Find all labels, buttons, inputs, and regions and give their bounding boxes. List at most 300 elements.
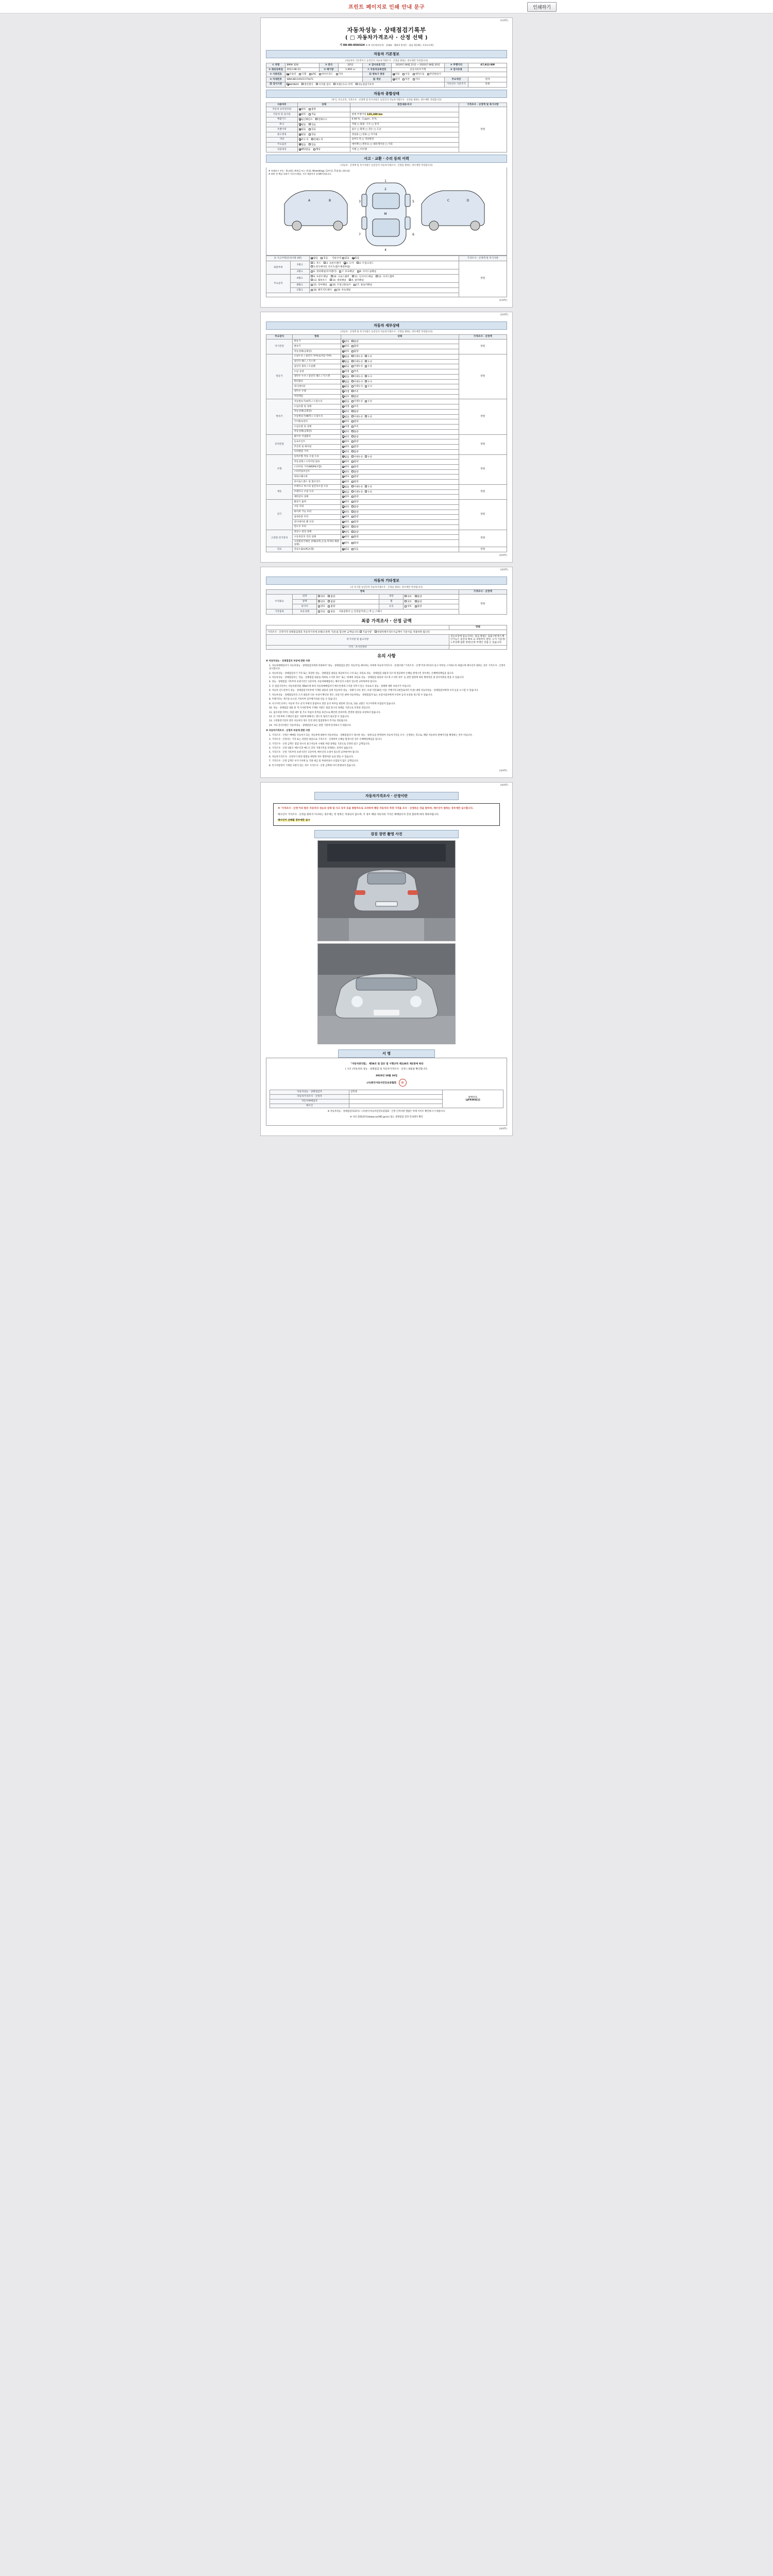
crash-label: ⑭ 사고이력(유의사항 4번) [266,256,310,261]
table-row [266,72,507,77]
checkbox-detail-2-1-0[interactable] [342,405,349,409]
checkbox-detail-1-6-0[interactable] [342,385,349,388]
checkbox-detail-2-0-2[interactable] [365,400,372,403]
detail-opts-4-1[interactable] [341,460,459,465]
checkbox-wheel-good[interactable] [405,600,412,604]
crash-state[interactable] [310,256,459,261]
detail-opts-3-1[interactable] [341,439,459,445]
detail-opts-1-3[interactable] [341,369,459,375]
checkbox-frame-9[interactable] [311,275,328,279]
checkbox-detail-6-1-1[interactable] [351,505,359,509]
checkbox-fuel-0[interactable] [287,73,296,76]
frame-rank-c: C랭크 [290,288,309,293]
checkbox-detail-7-1-1[interactable] [351,535,359,539]
checkbox-detail-7-2-0[interactable] [342,541,349,545]
checkbox-frame-19[interactable] [334,289,351,292]
checkbox-fuel-1[interactable] [299,73,306,76]
checkbox-detail-5-1-1[interactable] [351,490,363,494]
col-detail: 점검내용/비고 [350,103,459,107]
checkbox-detail-1-3-1[interactable] [351,370,359,374]
field-label-plate: ⑦ 자동차등록번호 [362,67,391,72]
checkbox-label: 7. 루프패널 [342,270,355,274]
checkbox-detail-3-0-1[interactable] [351,435,359,439]
detail-opts-8-0[interactable] [341,547,459,552]
field-value-fuel[interactable] [285,72,362,77]
row-state-special[interactable] [297,127,350,132]
row-state-regcert[interactable] [297,112,350,117]
checkbox-basic-no[interactable] [328,610,335,614]
checkbox-trans-2[interactable] [413,73,425,76]
etc-row-0-opts[interactable] [317,594,379,599]
checkbox-tuning-yes[interactable] [309,123,316,127]
checkbox-std-4[interactable] [356,83,374,87]
detail-group-label-8: 연료 [266,547,293,552]
detail-opts-2-1[interactable] [341,404,459,410]
row-label-emission: 배출가스 [266,117,298,122]
row-detail-tuning [350,122,459,127]
checkbox-detail-2-1-1[interactable] [351,405,359,409]
detail-opts-6-2[interactable] [341,510,459,515]
checkbox-simple-none[interactable] [342,257,349,260]
checkbox-detail-0-1-1[interactable] [351,345,359,348]
checkbox-detail-0-0-1[interactable] [351,340,359,344]
checkbox-detail-6-4-1[interactable] [351,520,359,524]
frame-rank-a-items[interactable] [310,274,459,282]
checkbox-options-yes[interactable] [309,143,316,147]
checkbox-trans-0[interactable] [393,73,400,76]
final-note-row-1[interactable] [266,630,507,635]
etc-basic-row-opts[interactable] [317,609,459,615]
checkbox-detail-3-2-1[interactable] [351,445,359,449]
checkbox-std-3[interactable] [333,83,352,87]
detail-opts-1-1[interactable] [341,359,459,364]
checkbox-detail-1-0-1[interactable] [351,355,363,359]
checkbox-glass-good[interactable] [405,605,412,608]
checkbox-detail-2-2-0[interactable] [342,410,349,414]
detail-opts-1-7[interactable] [341,389,459,394]
row-state-tuning[interactable] [297,122,350,127]
detail-opts-7-2[interactable] [341,540,459,547]
checkbox-polish-bad[interactable] [328,600,335,604]
checkbox-plate-bad[interactable] [309,108,316,111]
checkbox-detail-1-1-1[interactable] [351,360,363,364]
checkbox-fuel-2[interactable] [309,73,316,76]
detail-opts-7-0[interactable] [341,530,459,535]
checkbox-detail-6-3-0[interactable] [342,515,349,519]
checkbox-detail-1-1-0[interactable] [342,360,349,364]
checkbox-fuel-4[interactable] [336,73,343,76]
checkbox-std-0[interactable] [287,83,298,87]
checkbox-detail-4-5-1[interactable] [351,480,359,484]
checkbox-detail-4-4-0[interactable] [342,475,349,479]
checkbox-label: 양호 [344,516,349,519]
detail-opts-1-4[interactable] [341,374,459,379]
checkbox-color-2[interactable] [413,78,420,81]
checkbox-label: 누유 [367,365,373,368]
detail-opts-1-5[interactable] [341,379,459,384]
row-detail-special: 침수 □ 화재 □ 전손 □ 도난 [350,127,459,132]
checkbox-emission-co[interactable] [299,118,313,122]
frame-rank-c-items[interactable] [310,288,459,293]
checkbox-detail-4-2-0[interactable] [342,465,349,469]
checkbox-emission-hc[interactable] [315,118,327,122]
checkbox-label: 불량 [354,410,359,413]
row-label-regcert: 자동차 및 검사증 [266,112,298,117]
checkbox-detail-3-1-1[interactable] [351,440,359,444]
row-state-paint[interactable] [297,137,350,142]
frame-rank-b-items[interactable] [310,283,459,288]
checkbox-detail-4-4-1[interactable] [351,475,359,479]
page-title [266,26,507,41]
row-state-plate[interactable] [297,107,350,112]
checkbox-simple-yes[interactable] [352,257,359,260]
checkbox-wheel-bad[interactable] [415,600,422,604]
checkbox-label: 없음 [344,365,349,368]
row-detail-regcert [350,112,459,117]
checkbox-detail-2-3-0[interactable] [342,415,349,419]
checkbox-detail-0-2-0[interactable] [342,350,349,353]
checkbox-basic-yes[interactable] [318,610,325,614]
sign-row-1-value[interactable] [349,1095,443,1099]
checkbox-detail-6-0-0[interactable] [342,500,349,504]
checkbox-crash-yes[interactable] [321,257,328,260]
checkbox-label: 불량 [354,542,359,545]
checkbox-detail-0-1-0[interactable] [342,345,349,348]
checkbox-paint-full[interactable] [311,138,323,142]
checkbox-detail-5-1-2[interactable] [365,490,372,494]
checkbox-label: 미세누수 [354,380,363,383]
detail-opts-5-1[interactable] [341,489,459,495]
checkbox-recall-none[interactable] [299,148,311,151]
checkbox-detail-6-1-0[interactable] [342,505,349,509]
detail-opts-6-4[interactable] [341,520,459,525]
checkbox-detail-0-0-0[interactable] [342,340,349,344]
checkbox-label: 불량 [330,605,335,608]
checkbox-detail-1-2-1[interactable] [351,365,363,368]
detail-opts-2-6[interactable] [341,429,459,434]
checkbox-frame-13[interactable] [311,279,327,282]
checkbox-detail-1-8-1[interactable] [351,395,359,399]
checkbox-interior-bad[interactable] [415,595,422,599]
row-state-recall[interactable] [297,147,350,152]
field-value-std[interactable] [285,82,444,87]
checkbox-color-0[interactable] [393,78,400,81]
checkbox-detail-5-2-0[interactable] [342,495,349,499]
table-header-row [266,103,507,107]
detail-opts-4-2[interactable] [341,465,459,470]
detail-item-2-0: 자동변속기(A/T) / 오일누유 [293,399,341,404]
checkbox-detail-1-8-0[interactable] [342,395,349,399]
checkbox-detail-4-0-1[interactable] [351,455,363,459]
checkbox-std-1[interactable] [301,83,313,87]
checkbox-fuel-3[interactable] [319,73,333,76]
checkbox-outer-8[interactable] [357,270,376,274]
checkbox-detail-2-2-1[interactable] [351,410,359,414]
checkbox-label: 불량 [354,440,359,444]
etc-row-0-opts2[interactable] [404,594,459,599]
checkbox-frame-11[interactable] [352,275,373,279]
checkbox-detail-8-0-1[interactable] [351,548,359,551]
caution-item: 6. 자동차가격조사 · 산정자가 관련 법령을 위반한 경우 행정처분 등을 받을 수 있습니다. [269,755,354,758]
checkbox-detail-7-2-1[interactable] [351,541,359,545]
checkbox-label: 미세누수 [354,375,363,378]
detail-opts-2-3[interactable] [341,414,459,419]
checkbox-frame-10[interactable] [331,275,349,279]
checkbox-detail-6-3-1[interactable] [351,515,359,519]
checkbox-frame-15[interactable] [311,283,327,287]
row-state-emission[interactable] [297,117,350,122]
checkbox-frame-18[interactable] [311,289,331,292]
checkbox-special-yes[interactable] [309,128,316,131]
detail-opts-5-0[interactable] [341,484,459,489]
checkbox-label: 불량 [354,536,359,539]
checkbox-detail-5-0-1[interactable] [351,485,363,489]
checkbox-detail-1-7-0[interactable] [342,390,349,394]
col-etc-item: 항목 [266,590,459,595]
checkbox-detail-1-3-0[interactable] [342,370,349,374]
checkbox-detail-6-5-0[interactable] [342,526,349,529]
checkbox-tuning-none[interactable] [299,123,306,127]
checkbox-label: 디지털 검사 [318,83,331,86]
checkbox-regcert-good[interactable] [299,113,306,116]
accident-price-value: 만원 [459,261,507,297]
detail-opts-2-2[interactable] [341,409,459,414]
checkbox-tire-good[interactable] [318,605,325,608]
checkbox-detail-1-4-2[interactable] [365,375,372,379]
checkbox-detail-6-4-0[interactable] [342,520,349,524]
checkbox-special-none[interactable] [299,128,306,131]
checkbox-detail-1-4-1[interactable] [351,375,363,379]
checkbox-detail-8-0-0[interactable] [342,548,349,551]
checkbox-outer-6[interactable] [311,270,337,274]
checkbox-detail-6-2-1[interactable] [351,511,359,514]
checkbox-usechange-none[interactable] [299,133,306,137]
etc-row-2-opts2[interactable] [404,604,459,609]
detail-opts-6-0[interactable] [341,500,459,505]
checkbox-detail-1-1-2[interactable] [365,360,372,364]
checkbox-frame-14[interactable] [330,279,346,282]
checkbox-frame-a[interactable] [349,279,364,282]
checkbox-options-none[interactable] [299,143,306,147]
checkbox-recall-yes[interactable] [313,148,321,151]
checkbox-outer-7[interactable] [339,270,354,274]
detail-item-2-5: 오일유량 및 상태 [293,425,341,430]
field-label-std: ⑬ 검사기준 [266,82,285,87]
checkbox-detail-4-3-0[interactable] [342,470,349,474]
sign-row-3-value[interactable] [349,1104,443,1108]
detail-opts-0-2[interactable] [341,349,459,354]
print-button[interactable]: 인쇄하기 [527,2,557,12]
checkbox-detail-5-2-1[interactable] [351,495,359,499]
checkbox-label: 양호 [301,108,306,111]
etc-basic-label: 기본품목 [266,609,293,615]
checkbox-final-2[interactable] [375,631,430,634]
checkbox-detail-2-5-1[interactable] [351,425,359,429]
checkbox-detail-7-0-0[interactable] [342,531,349,534]
sign-row-2-value[interactable] [349,1099,443,1104]
detail-opts-1-0[interactable] [341,354,459,359]
checkbox-crash-none[interactable] [311,257,318,260]
row-label-recall: 리콜대상 [266,147,298,152]
detail-opts-3-2[interactable] [341,445,459,450]
detail-opts-2-5[interactable] [341,425,459,430]
detail-opts-4-5[interactable] [341,480,459,485]
detail-opts-3-3[interactable] [341,449,459,454]
checkbox-detail-4-0-0[interactable] [342,455,349,459]
checkbox-detail-2-4-1[interactable] [351,420,359,423]
checkbox-detail-2-0-0[interactable] [342,400,349,403]
checkbox-tire-bad[interactable] [328,605,335,608]
cautions-sec1-title: ※ 자동차성능 · 상태점검자 부분에 관한 사항 [266,660,310,663]
detail-opts-7-1[interactable] [341,535,459,540]
checkbox-interior-good[interactable] [405,595,412,599]
checkbox-detail-4-2-1[interactable] [351,465,359,469]
checkbox-paint-none[interactable] [299,138,308,142]
checkbox-detail-2-6-1[interactable] [351,430,359,434]
etc-row-1-opts[interactable] [317,599,379,604]
checkbox-detail-6-0-1[interactable] [351,500,359,504]
checkbox-detail-1-2-0[interactable] [342,365,349,368]
checkbox-detail-1-6-1[interactable] [351,385,363,388]
checkbox-exterior-good[interactable] [318,595,325,599]
detail-item-5-2: 배력장치 상태 [293,495,341,500]
detail-item-0-2: 작동상태(공회전) [293,349,341,354]
sheet-page-1 [260,18,513,308]
sign-site: ※ 자신 회원(회사)(www.car365.go.kr) 또는 상태점검 결과 안내센터 확인 [350,1116,423,1119]
checkbox-detail-3-0-0[interactable] [342,435,349,439]
etc-row-2-label2: 유리 [379,604,404,609]
checkbox-detail-1-5-2[interactable] [365,380,372,384]
checkbox-label: 가솔린 [289,73,296,76]
checkbox-outer-4[interactable] [357,262,374,265]
checkbox-usechange-yes[interactable] [309,133,316,137]
checkbox-glass-bad[interactable] [415,605,422,608]
detail-opts-1-6[interactable] [341,384,459,389]
checkbox-label: 미세누유 [354,355,363,358]
detail-opts-5-2[interactable] [341,495,459,500]
detail-opts-0-1[interactable] [341,344,459,349]
checkbox-detail-1-0-2[interactable] [365,355,372,359]
checkbox-detail-4-3-1[interactable] [351,470,359,474]
etc-row-1-opts2[interactable] [404,599,459,604]
detail-opts-6-5[interactable] [341,524,459,530]
checkbox-detail-0-2-1[interactable] [351,350,359,353]
checkbox-detail-3-1-0[interactable] [342,440,349,444]
detail-group-label-5: 제동 [266,484,293,499]
detail-opts-1-8[interactable] [341,394,459,399]
checkbox-detail-2-3-2[interactable] [365,415,372,419]
checkbox-detail-7-0-1[interactable] [351,531,359,534]
checkbox-detail-1-7-1[interactable] [351,390,359,394]
detail-opts-6-3[interactable] [341,515,459,520]
outer-rank-2-items[interactable] [310,269,459,275]
checkbox-color-1[interactable] [402,78,410,81]
etc-row-2-opts[interactable] [317,604,379,609]
checkbox-label: 9. 프론트패널 [313,275,328,278]
checkbox-detail-4-1-1[interactable] [351,460,359,464]
checkbox-outer-5[interactable] [311,265,350,269]
checkbox-detail-2-0-1[interactable] [351,400,363,403]
checkbox-exterior-bad[interactable] [328,595,335,599]
checkbox-detail-6-5-1[interactable] [351,526,359,529]
final-price-spacer [266,625,449,630]
detail-item-4-4: 파워크랭크축 [293,474,341,480]
checkbox-detail-6-2-0[interactable] [342,511,349,514]
detail-opts-2-4[interactable] [341,419,459,425]
checkbox-detail-5-0-0[interactable] [342,485,349,489]
checkbox-detail-4-5-0[interactable] [342,480,349,484]
detail-opts-2-0[interactable] [341,399,459,404]
outer-rank-1-items[interactable] [310,261,459,269]
checkbox-detail-1-0-0[interactable] [342,355,349,359]
checkbox-detail-1-2-2[interactable] [365,365,372,368]
checkbox-final-1[interactable] [360,631,372,634]
checkbox-trans-3[interactable] [427,73,441,76]
checkbox-plate-good[interactable] [299,108,306,111]
sheet-page-3 [260,567,513,778]
etc-row-1-label: 광택 [293,599,317,604]
checkbox-detail-2-4-0[interactable] [342,420,349,423]
checkbox-detail-1-5-1[interactable] [351,380,363,384]
detail-opts-4-4[interactable] [341,474,459,480]
checkbox-regcert-bad[interactable] [309,113,316,116]
detail-opts-1-2[interactable] [341,364,459,369]
detail-opts-3-0[interactable] [341,434,459,439]
checkbox-detail-3-3-0[interactable] [342,450,349,454]
checkbox-detail-1-6-2[interactable] [365,385,372,388]
checkbox-trans-1[interactable] [402,73,410,76]
detail-opts-4-3[interactable] [341,469,459,474]
checkbox-outer-3[interactable] [344,262,354,265]
checkbox-detail-4-0-2[interactable] [365,455,372,459]
checkbox-detail-3-3-1[interactable] [351,450,359,454]
checkbox-detail-1-5-0[interactable] [342,380,349,384]
checkbox-detail-2-5-0[interactable] [342,425,349,429]
detail-opts-4-0[interactable] [341,454,459,460]
detail-item-4-2: 스티어링 기어(MDPS포함) [293,465,341,470]
row-state-usechange[interactable] [297,132,350,138]
row-state-options[interactable] [297,142,350,147]
checkbox-detail-1-4-0[interactable] [342,375,349,379]
checkbox-polish-good[interactable] [318,600,325,604]
detail-opts-0-0[interactable] [341,339,459,344]
checkbox-detail-7-1-0[interactable] [342,535,349,539]
svg-text:5: 5 [412,200,414,204]
checkbox-std-2[interactable] [316,83,331,87]
checkbox-detail-2-3-1[interactable] [351,415,363,419]
checkbox-detail-2-6-0[interactable] [342,430,349,434]
checkbox-label: 전체도색 [313,138,323,141]
checkbox-label: 미세누유 [354,365,363,368]
field-value-maincolor: 흰색 [468,77,507,82]
checkbox-detail-4-1-0[interactable] [342,460,349,464]
checkbox-frame-17[interactable] [354,283,372,287]
checkbox-frame-12[interactable] [376,275,394,279]
checkbox-frame-16[interactable] [330,283,350,287]
checkbox-label: 미세누유 [354,400,363,403]
field-value-trans[interactable] [391,72,507,77]
checkbox-outer-1[interactable] [311,262,321,265]
caution-item: 1. 가격조사 · 산정은 매매용 자동차가 되는 자동차에 대하여 자동차성능 · 상태점검자가 제시한 성능 · 상태 등을 반영하여 자동차가격을 조사 · 산정하는 것으로, 해당 자동차의 판매가격을 확정하는 것이 아닙니다. [269,734,473,737]
checkbox-detail-5-0-2[interactable] [365,485,372,489]
detail-opts-6-1[interactable] [341,504,459,510]
checkbox-outer-2[interactable] [324,262,341,265]
field-value-color[interactable] [391,77,444,82]
checkbox-detail-3-2-0[interactable] [342,445,349,449]
sign-row-0-value[interactable]: 김민준 [349,1090,443,1095]
checkbox-detail-5-1-0[interactable] [342,490,349,494]
checkbox-label: 있음 [311,143,316,146]
